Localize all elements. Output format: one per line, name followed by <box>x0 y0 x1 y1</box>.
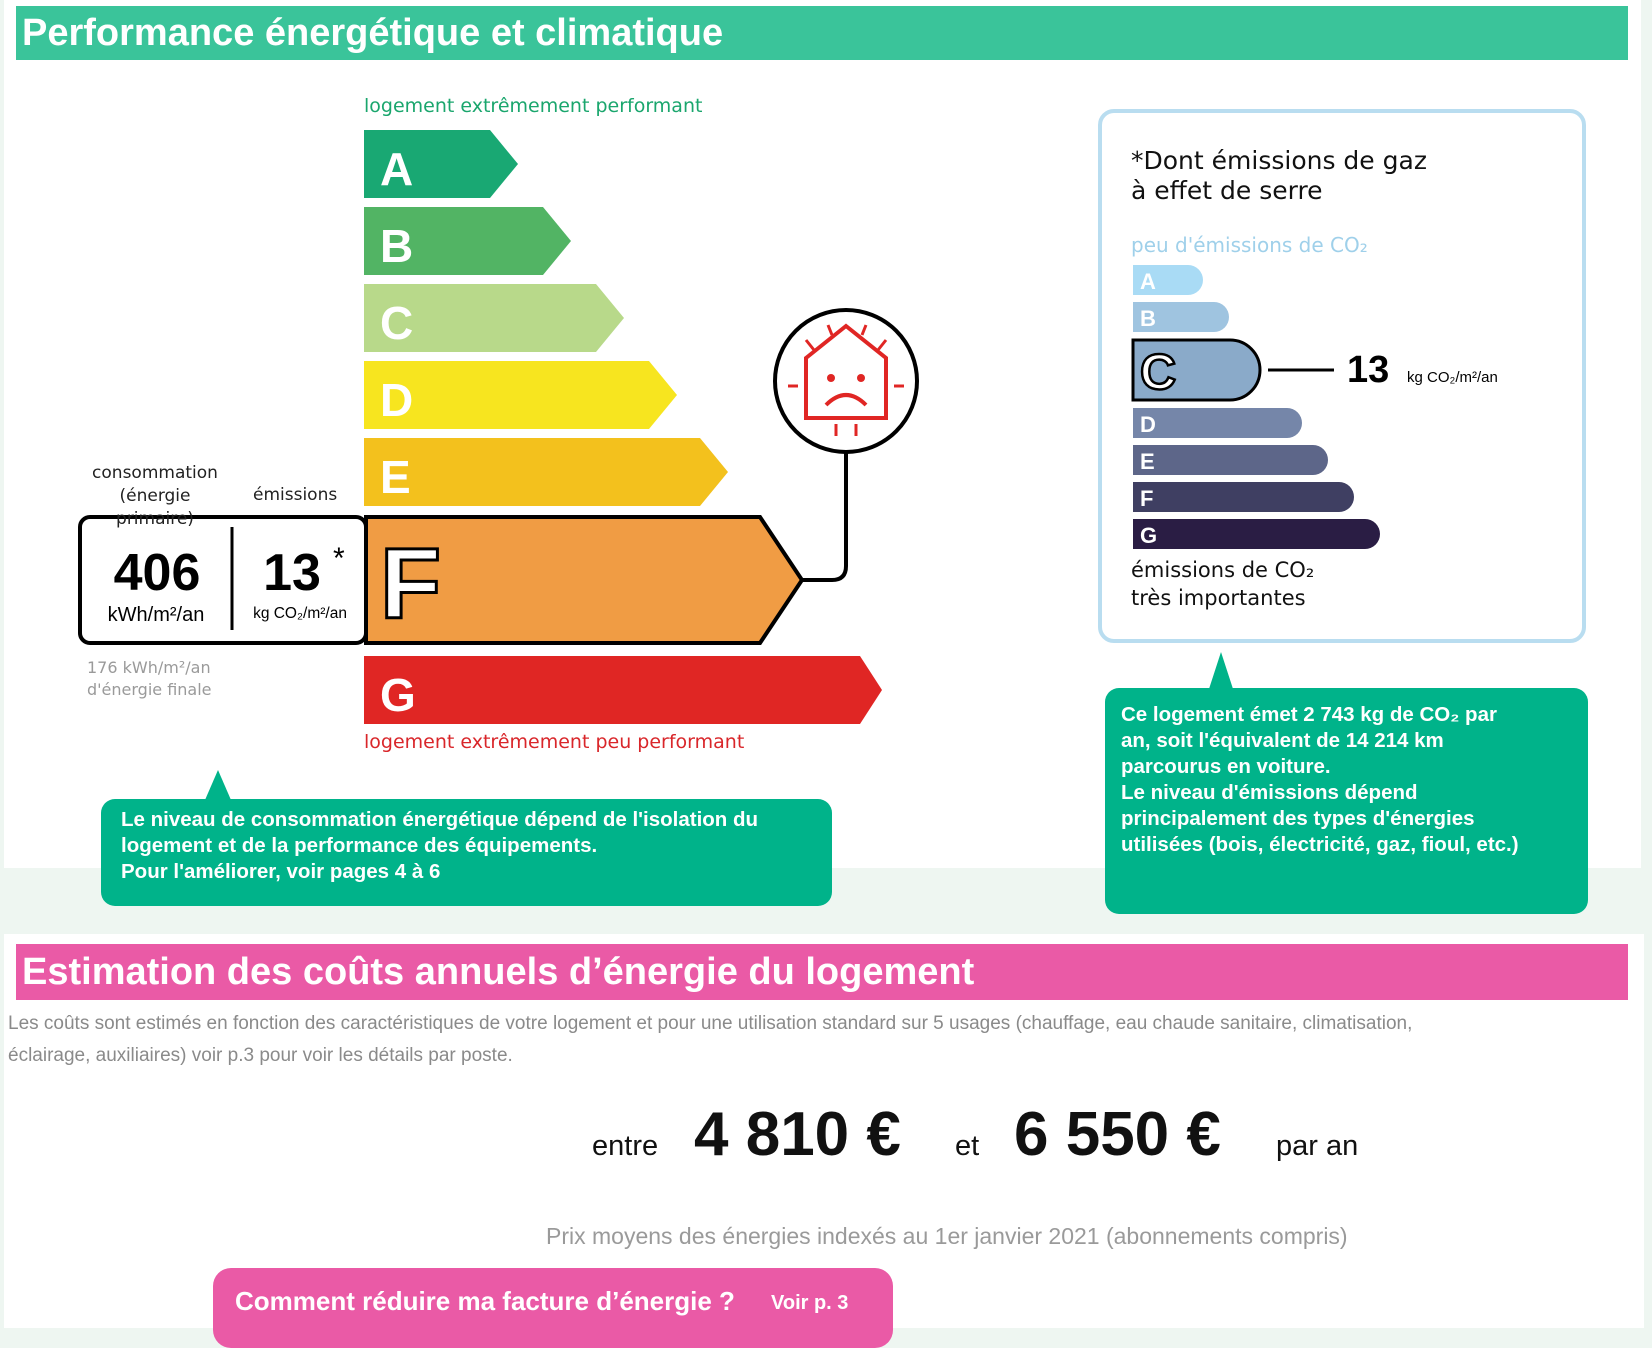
class-letter-b: B <box>380 220 414 272</box>
cost-par-an-label: par an <box>1276 1130 1359 1162</box>
ges-bar-g <box>1133 519 1380 549</box>
class-bar-g <box>364 656 882 724</box>
consumption-value: 406 <box>113 544 201 602</box>
ges-info-bubble: Ce logement émet 2 743 kg de CO₂ par an, soit l'équivalent de 14 214 km parcourus en voiture. Le niveau d'émissions dépend principalement des types d'énergies utilisées (bois, électricité, gaz, fioul, etc.) <box>1105 688 1588 914</box>
emissions-value: 13 <box>263 544 321 602</box>
cost-section-title: Estimation des coûts annuels d’énergie du logement <box>22 951 975 993</box>
ges-bubble-pointer <box>1208 652 1234 692</box>
cost-intro-text: Les coûts sont estimés en fonction des caractéristiques de votre logement et pour une utilisation standard sur 5 usages (chauffage, eau chaude sanitaire, climatisation, éclairage, auxiliaires) voir p.3 pour voir les détails par poste. <box>8 1013 1413 1066</box>
energy-info-bubble: Le niveau de consommation énergétique dépend de l'isolation du logement et de la performance des équipements. Pour l'améliorer, voir pages 4 à 6 <box>101 799 832 906</box>
reduce-bill-link[interactable]: Voir p. 3 <box>771 1292 849 1314</box>
emissions-unit: kg CO₂/m²/an <box>253 605 347 622</box>
class-letter-g: G <box>380 669 416 721</box>
energy-section-title: Performance énergétique et climatique <box>22 12 724 54</box>
emissions-label: émissions <box>253 485 338 505</box>
thermal-leak-house-icon <box>775 310 917 580</box>
ges-bar-e <box>1133 445 1328 475</box>
svg-text:B: B <box>1140 306 1156 331</box>
svg-text:C: C <box>1140 344 1177 400</box>
label-bottom-peu-performant: logement extrêmement peu performant <box>364 731 745 753</box>
class-bar-e <box>364 438 728 506</box>
class-letter-a: A <box>380 143 414 195</box>
energy-bubble-pointer <box>205 770 231 800</box>
cost-et-label: et <box>955 1130 980 1162</box>
cost-entre-label: entre <box>592 1130 659 1162</box>
reduce-bill-text: Comment réduire ma facture d’énergie ? <box>235 1286 735 1316</box>
label-top-performant: logement extrêmement performant <box>364 95 703 117</box>
cost-min-value: 4 810 € <box>694 1100 901 1169</box>
ges-bar-b <box>1133 302 1229 332</box>
class-bar-d <box>364 361 677 429</box>
svg-text:E: E <box>1140 449 1155 474</box>
ges-label-top: peu d'émissions de CO₂ <box>1131 233 1368 257</box>
ges-bar-a <box>1133 265 1203 295</box>
final-energy-label: 176 kWh/m²/an d'énergie finale <box>87 658 212 699</box>
ges-bar-f <box>1133 482 1354 512</box>
price-note: Prix moyens des énergies indexés au 1er janvier 2021 (abonnements compris) <box>546 1223 1348 1249</box>
svg-text:A: A <box>1140 269 1156 294</box>
svg-text:F: F <box>1140 486 1154 511</box>
svg-text:D: D <box>1140 412 1156 437</box>
class-bar-c <box>364 284 624 352</box>
reduce-bill-bubble[interactable] <box>213 1268 893 1348</box>
ges-heading: *Dont émissions de gaz à effet de serre <box>1131 146 1427 205</box>
consumption-label: consommation (énergie primaire) <box>92 463 218 529</box>
svg-text:G: G <box>1140 523 1158 548</box>
class-bar-a <box>364 130 518 198</box>
consumption-unit: kWh/m²/an <box>107 604 205 626</box>
cost-section-title-bar <box>16 944 1628 1000</box>
class-letter-d: D <box>380 374 414 426</box>
class-bar-b <box>364 207 571 275</box>
emissions-star: * <box>333 542 345 575</box>
class-letter-f: F <box>380 528 442 640</box>
ges-unit: kg CO₂/m²/an <box>1407 369 1498 386</box>
class-letter-c: C <box>380 297 414 349</box>
class-letter-e: E <box>380 451 411 503</box>
ges-value: 13 <box>1347 349 1390 391</box>
ges-bar-d <box>1133 408 1302 438</box>
ges-label-bottom: émissions de CO₂ très importantes <box>1131 558 1315 610</box>
cost-max-value: 6 550 € <box>1014 1100 1221 1169</box>
class-bar-f-current <box>80 517 802 643</box>
